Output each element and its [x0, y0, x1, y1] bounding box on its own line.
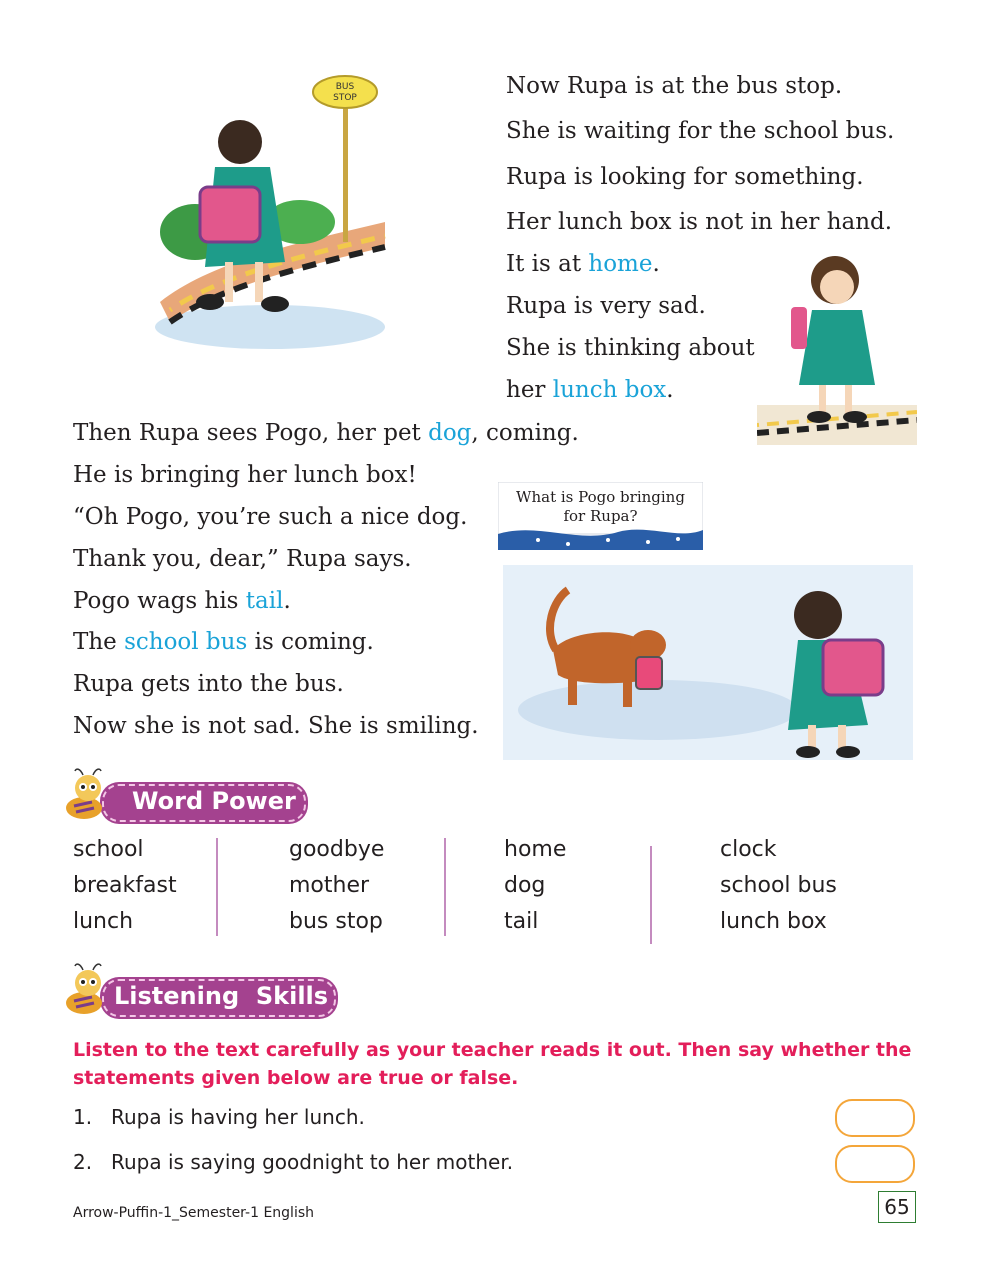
word-item: lunch box [720, 909, 827, 934]
statement-text: Rupa is having her lunch. [111, 1105, 365, 1129]
bus-sign-line1: BUS [335, 82, 355, 92]
story-line-16: Now she is not sad. She is smiling. [73, 713, 479, 739]
answer-box-2[interactable] [835, 1145, 915, 1183]
story-line-10: He is bringing her lunch box! [73, 462, 417, 488]
listening-skills-banner [62, 975, 342, 1015]
text: is coming. [247, 629, 374, 655]
word-item: home [504, 837, 567, 862]
book-title-footer: Arrow-Puffin-1_Semester-1 English [73, 1205, 315, 1221]
bus-sign-line2: STOP [333, 93, 357, 103]
story-line-tail [73, 586, 291, 616]
story-line-3: Rupa is looking for something. [506, 164, 864, 190]
story-line-6: Rupa is very sad. [506, 293, 706, 319]
statement-text: Rupa is saying goodnight to her mother. [111, 1150, 514, 1174]
word-item: lunch [73, 909, 134, 934]
statement-number: 1. [73, 1105, 93, 1129]
bee-mascot-icon [62, 766, 122, 822]
story-line-dog [73, 418, 579, 448]
page-number: 65 [878, 1191, 916, 1223]
word-item: mother [289, 873, 370, 898]
bee-mascot-icon [62, 961, 122, 1017]
vocab-school-bus: school bus [124, 629, 248, 655]
word-item: dog [504, 873, 546, 898]
story-line-15: Rupa gets into the bus. [73, 671, 344, 697]
story-line-11: “Oh Pogo, you’re such a nice dog. [73, 504, 468, 530]
word-item: breakfast [73, 873, 177, 898]
story-line-2: She is waiting for the school bus. [506, 118, 895, 144]
pogo-lunchbox-illustration [498, 560, 918, 765]
vocab-lunch-box: lunch box [552, 377, 667, 403]
word-item: school bus [720, 873, 837, 898]
vocab-tail: tail [245, 588, 284, 614]
statement-1 [73, 1102, 365, 1132]
text: It is at [506, 251, 589, 277]
word-item: goodbye [289, 837, 385, 862]
rupa-thinking-illustration [757, 245, 917, 445]
vocab-home: home [588, 251, 653, 277]
story-line-lunchbox [506, 375, 674, 405]
answer-box-1[interactable] [835, 1099, 915, 1137]
vocab-dog: dog [428, 420, 472, 446]
column-divider [650, 846, 652, 944]
story-line-4: Her lunch box is not in her hand. [506, 209, 893, 235]
question-callout [498, 482, 703, 552]
story-line-12: Thank you, dear,” Rupa says. [73, 546, 412, 572]
word-item: bus stop [289, 909, 383, 934]
story-line-home [506, 249, 660, 279]
story-line-7: She is thinking about [506, 335, 755, 361]
statement-2 [73, 1147, 513, 1177]
text: her [506, 377, 553, 403]
word-item: school [73, 837, 144, 862]
word-item: clock [720, 837, 777, 862]
story-line-1: Now Rupa is at the bus stop. [506, 73, 843, 99]
word-power-banner [62, 780, 312, 820]
word-item: tail [504, 909, 539, 934]
text: . [666, 377, 674, 403]
statement-number: 2. [73, 1150, 93, 1174]
listening-skills-title: Listening Skills [114, 982, 329, 1010]
callout-line-1: What is Pogo bringing [516, 488, 685, 506]
story-line-bus [73, 627, 374, 657]
text: . [283, 588, 291, 614]
text: Then Rupa sees Pogo, her pet [73, 420, 429, 446]
word-power-title: Word Power [132, 787, 296, 815]
column-divider [216, 838, 218, 936]
callout-question [498, 488, 703, 526]
callout-line-2: for Rupa? [563, 507, 638, 525]
text: , coming. [471, 420, 579, 446]
text: . [652, 251, 660, 277]
listening-instruction: Listen to the text carefully as your teacher reads it out. Then say whether the statements given below are true or false. [73, 1039, 912, 1089]
text: The [73, 629, 125, 655]
text: Pogo wags his [73, 588, 246, 614]
column-divider [444, 838, 446, 936]
bus-stop-illustration [150, 72, 390, 352]
